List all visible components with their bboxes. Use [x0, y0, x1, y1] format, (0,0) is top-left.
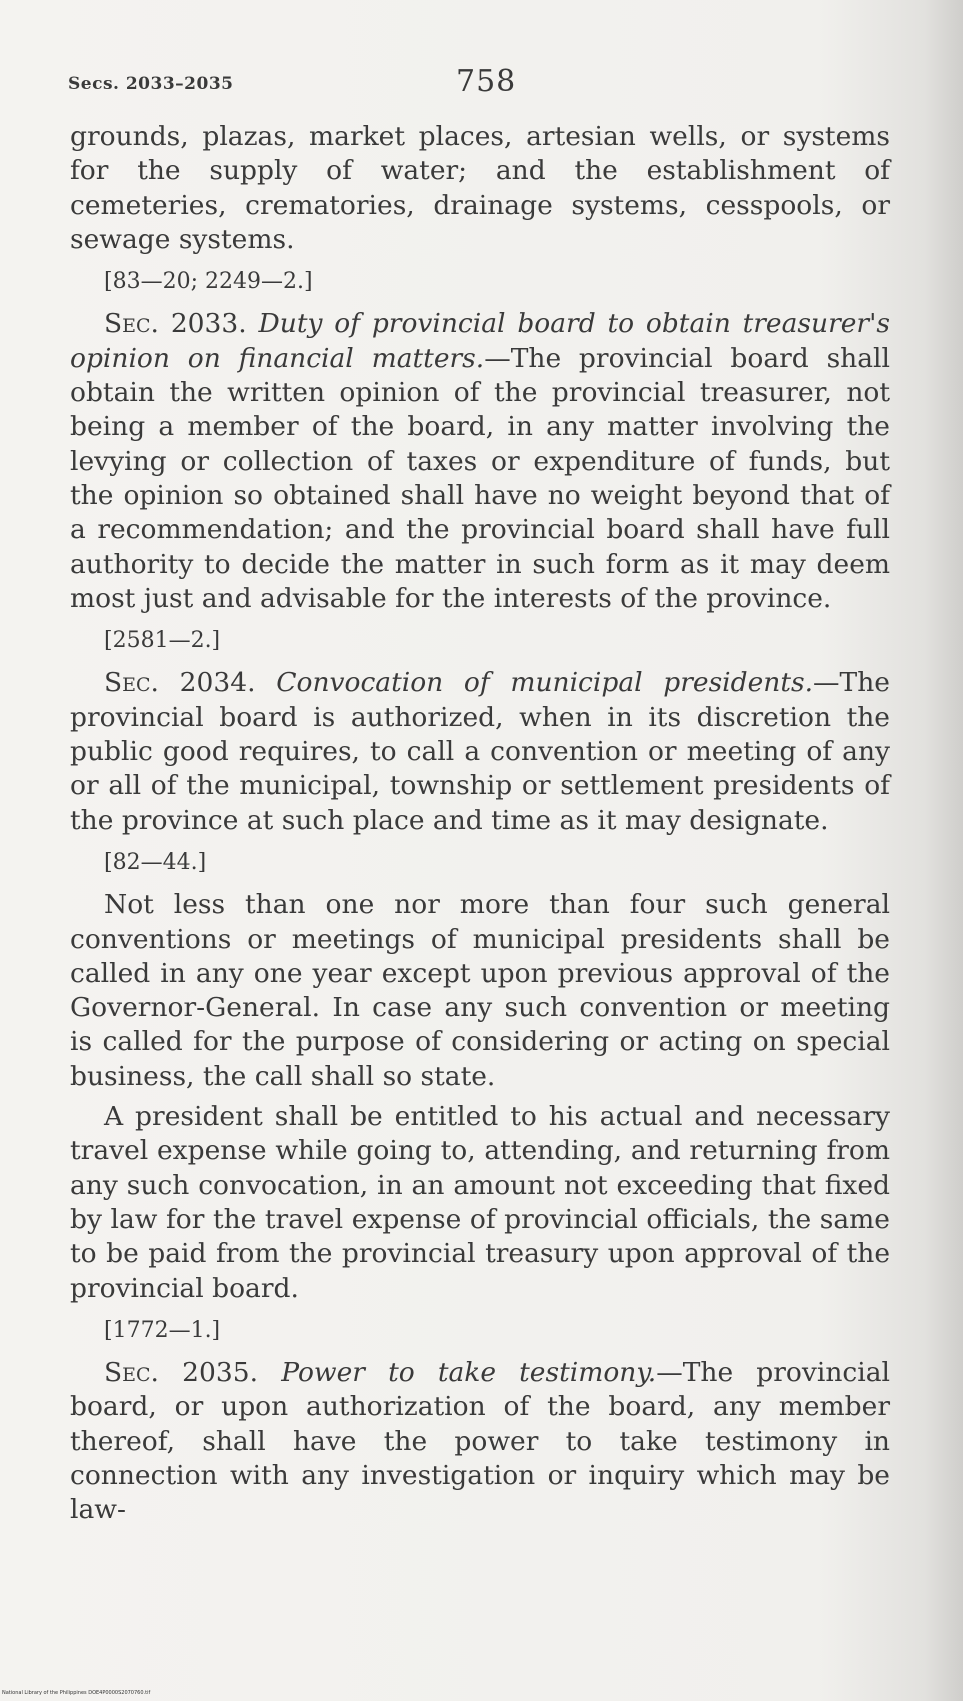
- citation: [70, 624, 890, 658]
- citation: [70, 846, 890, 880]
- scan-source-note: National Library of the Philippines DOE4P0000S2070760.tif: [2, 1690, 151, 1696]
- page-header: [68, 64, 888, 104]
- section-label: Sec.: [104, 1357, 159, 1389]
- section-label: Sec.: [104, 308, 159, 340]
- page-body: [70, 120, 890, 1528]
- section-text: —The provincial board shall obtain the written opinion of the provincial treasurer, not being a member of the board, in any matter involving the levying or collection of taxes or expenditure of funds, but the opinion so obtained shall have no weight beyond that of a recommendation; and the provincial board shall have full authority to decide the matter in such form as it may deem most just and advisable for the interests of the province.: [70, 342, 890, 614]
- paragraph-continuation: [70, 120, 890, 257]
- paragraph-text: grounds, plazas, market places, artesian wells, or systems for the supply of water; and the establishment of cemeteries, crematories, drainage systems, cesspools, or sewage systems.: [70, 121, 890, 255]
- section-number: 2033.: [170, 308, 247, 340]
- page-number: 758: [456, 64, 517, 99]
- section-title: Power to take testimony.: [281, 1357, 657, 1389]
- section-number: 2035.: [182, 1357, 259, 1389]
- citation-text: [2581—2.]: [104, 628, 221, 654]
- section-title: Duty of provincial board to obtain treasurer's opinion on financial matters.: [70, 308, 890, 374]
- section-text: —The provincial board, or upon authorization of the board, any member thereof, shall have the power to take testimony in connection with any investigation or inquiry which may be law-: [70, 1357, 890, 1526]
- paragraph: [70, 888, 890, 1094]
- section-number: 2034.: [179, 667, 256, 699]
- running-head: Secs. 2033–2035: [68, 74, 234, 94]
- citation: [70, 1314, 890, 1348]
- paragraph-text: A president shall be entitled to his actual and necessary travel expense while going to, attending, and returning from any such convocation, in an amount not exceeding that fixed by law for the travel expense of provincial officials, the same to be paid from the provincial treasury upon approval of the provincial board.: [70, 1101, 890, 1304]
- section-2035: [70, 1356, 890, 1527]
- section-2033: [70, 307, 890, 616]
- section-label: Sec.: [104, 667, 159, 699]
- paragraph-text: Not less than one nor more than four such general conventions or meetings of municipal presidents shall be called in any one year except upon previous approval of the Governor-General. In case any such convention or meeting is called for the purpose of considering or acting on special business, the call shall so state.: [70, 889, 890, 1092]
- paragraph: [70, 1100, 890, 1306]
- citation: [70, 265, 890, 299]
- citation-text: [83—20; 2249—2.]: [104, 269, 313, 295]
- citation-text: [82—44.]: [104, 849, 207, 875]
- section-2034: [70, 666, 890, 837]
- section-title: Convocation of municipal presidents.: [276, 667, 814, 699]
- section-text: —The provincial board is authorized, when in its discretion the public good requires, to call a convention or meeting of any or all of the municipal, township or settlement presidents of the province at such place and time as it may designate.: [70, 667, 890, 836]
- citation-text: [1772—1.]: [104, 1317, 221, 1343]
